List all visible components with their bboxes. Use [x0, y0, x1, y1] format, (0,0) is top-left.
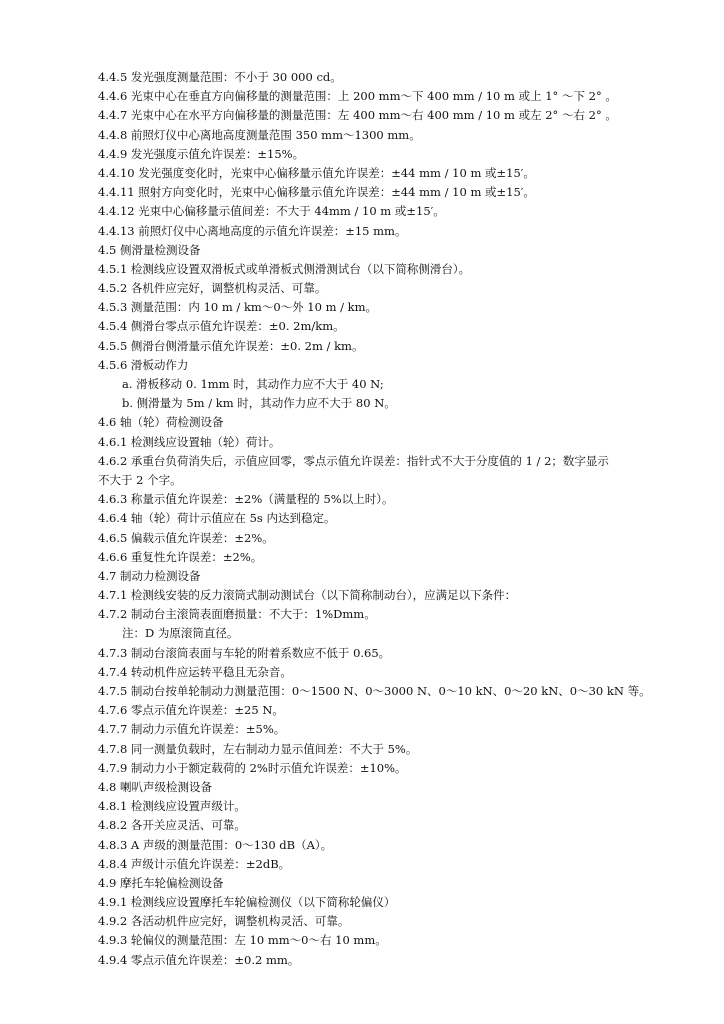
text-line: 4.4.13 前照灯仪中心离地高度的示值允许误差：±15 mm。: [98, 223, 407, 238]
text-line: 4.6.1 检测线应设置轴（轮）荷计。: [98, 434, 281, 449]
text-line: 4.6.2 承重台负荷消失后，示值应回零，零点示值允许误差：指针式不大于分度值的 1 / 2；数字显示: [98, 453, 609, 468]
text-line: 4.6.4 轴（轮）荷计示值应在 5s 内达到稳定。: [98, 511, 336, 526]
text-line: 4.6.3 称量示值允许误差：±2%（满量程的 5%以上时）。: [98, 492, 394, 507]
text-line: 4.7.7 制动力示值允许误差：±5%。: [98, 722, 286, 737]
text-line: 4.8.2 各开关应灵活、可靠。: [98, 818, 246, 833]
text-line: 4.7 制动力检测设备: [98, 568, 201, 583]
text-line: 4.7.9 制动力小于额定载荷的 2%时示值允许误差：±10%。: [98, 760, 407, 775]
text-line: 4.7.6 零点示值允许误差：±25 N。: [98, 703, 284, 718]
text-line: 4.8 喇叭声级检测设备: [98, 779, 212, 794]
text-line: 4.8.3 A 声级的测量范围：0～130 dB（A）。: [98, 837, 333, 852]
text-line: 4.7.2 制动台主滚筒表面磨损量：不大于：1%Dmm。: [98, 607, 376, 622]
text-line: 4.4.12 光束中心偏移量示值间差：不大于 44mm / 10 m 或±15′。: [98, 204, 445, 219]
text-line: 4.7.5 制动台按单轮制动力测量范围：0～1500 N、0～3000 N、0～10 kN、0～20 kN、0～30 kN 等。: [98, 684, 651, 698]
text-line: 4.5.5 侧滑台侧滑量示值允许误差：±0. 2m / km。: [98, 338, 364, 353]
text-line: 4.6.5 偏载示值允许误差：±2%。: [98, 530, 274, 545]
text-line: 4.6 轴（轮）荷检测设备: [98, 415, 224, 430]
text-line: 4.9.1 检测线应设置摩托车轮偏检测仪（以下简称轮偏仪）: [98, 895, 396, 910]
text-line: 4.4.8 前照灯仪中心离地高度测量范围 350 mm～1300 mm。: [98, 127, 421, 142]
text-line: 4.4.5 发光强度测量范围：不小于 30 000 cd。: [98, 70, 342, 84]
text-line: 4.7.8 同一测量负载时，左右制动力显示值间差：不大于 5%。: [98, 741, 418, 756]
text-line: 4.4.10 发光强度变化时，光束中心偏移量示值允许误差：±44 mm / 10 m 或±15′。: [98, 165, 535, 180]
text-line: 4.9 摩托车轮偏检测设备: [98, 875, 224, 890]
text-line: 4.7.4 转动机件应运转平稳且无杂音。: [98, 664, 292, 679]
text-line: 4.7.1 检测线安装的反力滚筒式制动测试台（以下简称制动台），应满足以下条件：: [98, 588, 517, 603]
text-line: 4.5.2 各机件应完好，调整机构灵活、可靠。: [98, 281, 327, 296]
text-line: 4.5 侧滑量检测设备: [98, 242, 201, 257]
text-line: 4.4.6 光束中心在垂直方向偏移量的测量范围：上 200 mm～下 400 mm / 10 m 或上 1° ～下 2° 。: [98, 89, 617, 104]
text-line: a. 滑板移动 0. 1mm 时，其动作力应不大于 40 N;: [122, 377, 384, 391]
text-line: 4.9.2 各活动机件应完好，调整机构灵活、可靠。: [98, 914, 350, 929]
text-line: 4.6.6 重复性允许误差：±2%。: [98, 549, 263, 564]
text-line: 注：D 为原滚筒直径。: [122, 626, 239, 641]
text-line: 4.4.9 发光强度示值允许误差：±15%。: [98, 146, 305, 161]
text-line: 4.5.3 测量范围：内 10 m / km～0～外 10 m / km。: [98, 300, 378, 315]
text-line: 4.4.7 光束中心在水平方向偏移量的测量范围：左 400 mm～右 400 mm / 10 m 或左 2° ～右 2° 。: [98, 108, 617, 123]
text-line: 4.8.4 声级计示值允许误差：±2dB。: [98, 856, 291, 871]
text-line: 4.5.6 滑板动作力: [98, 357, 189, 372]
text-line: 4.5.4 侧滑台零点示值允许误差：±0. 2m/km。: [98, 319, 345, 334]
text-line: 4.4.11 照射方向变化时，光束中心偏移量示值允许误差：±44 mm / 10 m 或±15′。: [98, 185, 535, 200]
text-line: 4.9.3 轮偏仪的测量范围：左 10 mm～0～右 10 mm。: [98, 933, 387, 948]
text-line: b. 侧滑量为 5m / km 时，其动作力应不大于 80 N。: [122, 396, 396, 411]
text-line: 4.8.1 检测线应设置声级计。: [98, 799, 246, 814]
text-line: 4.9.4 零点示值允许误差：±0.2 mm。: [98, 952, 300, 967]
text-line: 4.5.1 检测线应设置双滑板式或单滑板式侧滑测试台（以下简称侧滑台）。: [98, 261, 471, 276]
text-line: 不大于 2 个字。: [98, 472, 182, 487]
text-line: 4.7.3 制动台滚筒表面与车轮的附着系数应不低于 0.65。: [98, 645, 391, 660]
